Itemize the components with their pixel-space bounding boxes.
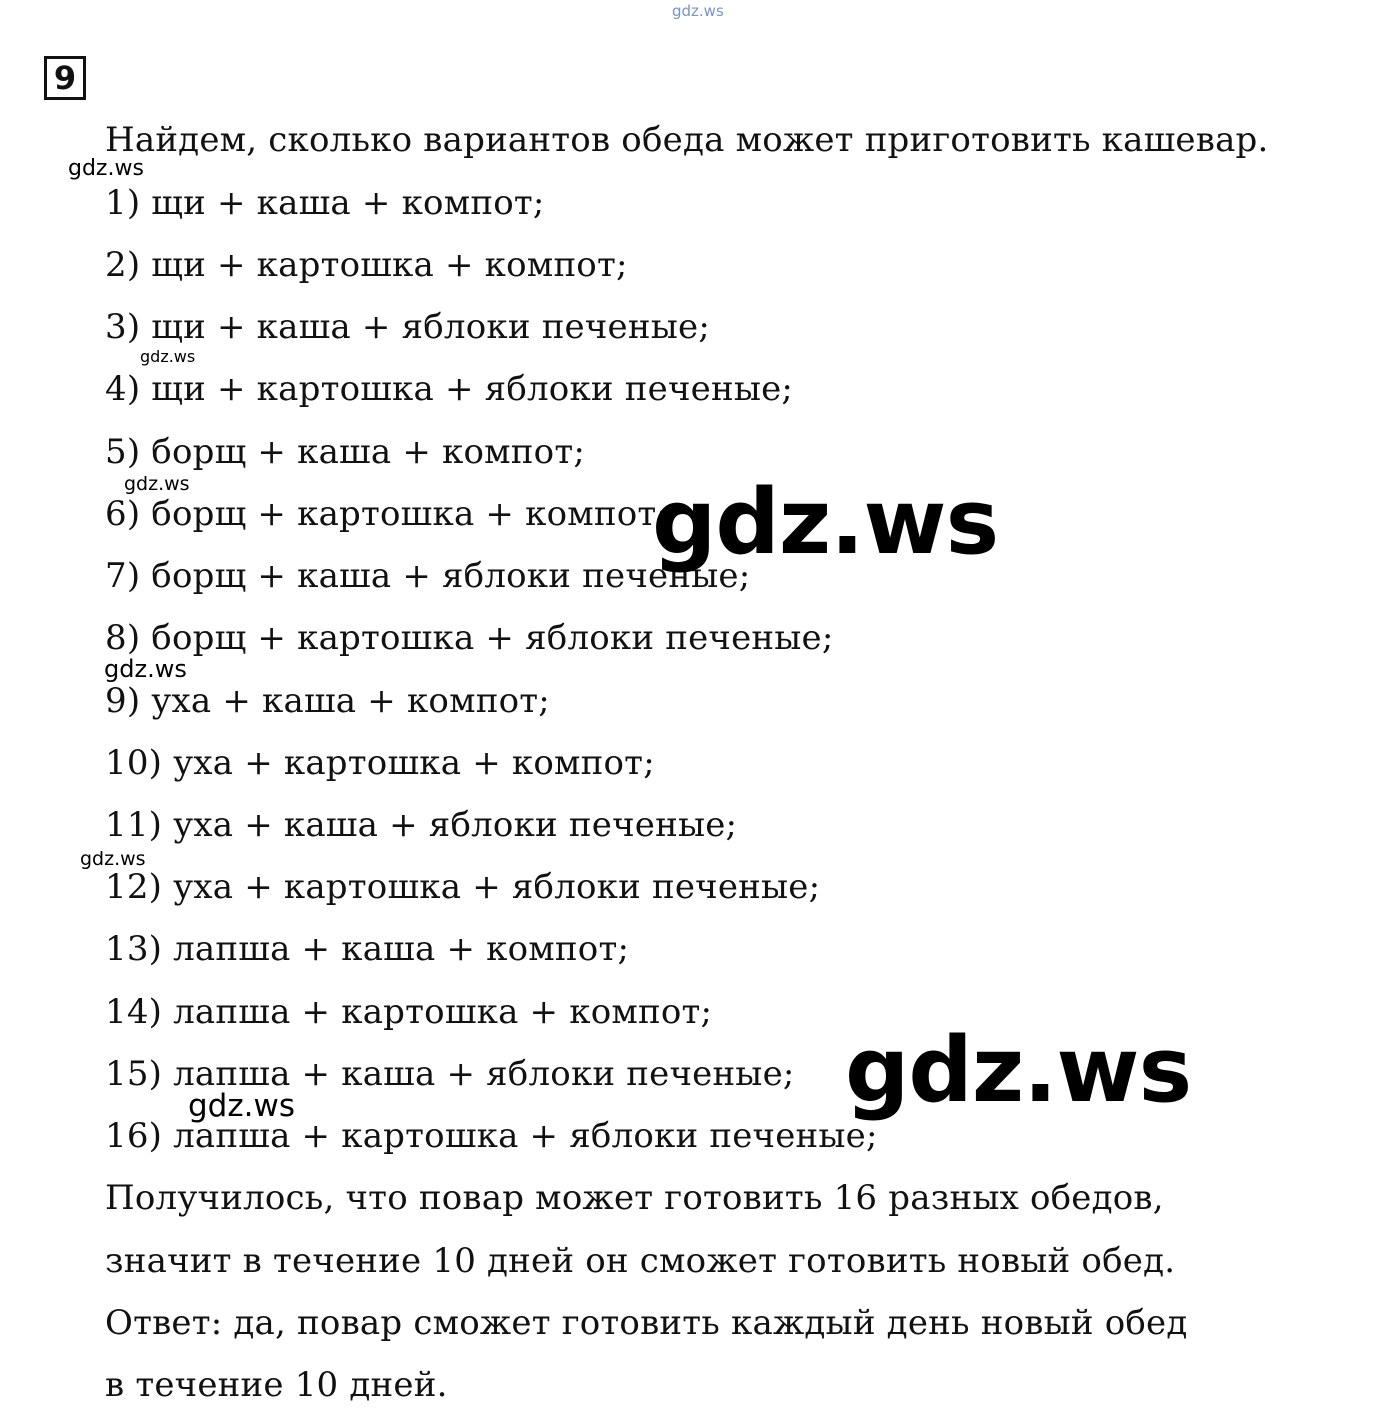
watermark-small: gdz.ws <box>188 1088 295 1124</box>
watermark-tiny: gdz.ws <box>140 347 196 366</box>
watermark-top: gdz.ws <box>672 2 724 20</box>
watermark-big: gdz.ws <box>652 470 999 575</box>
variant-item: 13) лапша + каша + компот; <box>105 929 630 969</box>
variant-item: 7) борщ + каша + яблоки печеные; <box>105 556 751 596</box>
variant-item: 1) щи + каша + компот; <box>105 183 545 223</box>
watermark-small: gdz.ws <box>68 156 144 181</box>
variant-item: 15) лапша + каша + яблоки печеные; <box>105 1054 795 1094</box>
watermark-big: gdz.ws <box>845 1018 1192 1123</box>
variant-item: 3) щи + каша + яблоки печеные; <box>105 307 710 347</box>
variant-item: 4) щи + картошка + яблоки печеные; <box>105 369 794 409</box>
conclusion-line: значит в течение 10 дней он сможет готовить новый обед. <box>105 1241 1176 1281</box>
task-number-box: 9 <box>44 56 86 100</box>
variant-item: 16) лапша + картошка + яблоки печеные; <box>105 1116 878 1156</box>
variant-item: 6) борщ + картошка + компот; <box>105 494 669 534</box>
watermark-tiny: gdz.ws <box>80 848 146 870</box>
variant-item: 9) уха + каша + компот; <box>105 681 550 721</box>
variant-item: 5) борщ + каша + компот; <box>105 432 585 472</box>
variant-item: 8) борщ + картошка + яблоки печеные; <box>105 618 834 658</box>
variant-item: 2) щи + картошка + компот; <box>105 245 628 285</box>
watermark-tiny: gdz.ws <box>124 473 190 495</box>
variant-item: 12) уха + картошка + яблоки печеные; <box>105 867 821 907</box>
conclusion-line: Ответ: да, повар сможет готовить каждый день новый обед <box>105 1303 1188 1343</box>
watermark-small: gdz.ws <box>104 655 187 683</box>
variant-item: 10) уха + картошка + компот; <box>105 743 655 783</box>
intro-line: Найдем, сколько вариантов обеда может приготовить кашевар. <box>105 120 1269 160</box>
conclusion-line: в течение 10 дней. <box>105 1365 448 1405</box>
variant-item: 14) лапша + картошка + компот; <box>105 992 713 1032</box>
variant-item: 11) уха + каша + яблоки печеные; <box>105 805 738 845</box>
conclusion-line: Получилось, что повар может готовить 16 разных обедов, <box>105 1178 1164 1218</box>
